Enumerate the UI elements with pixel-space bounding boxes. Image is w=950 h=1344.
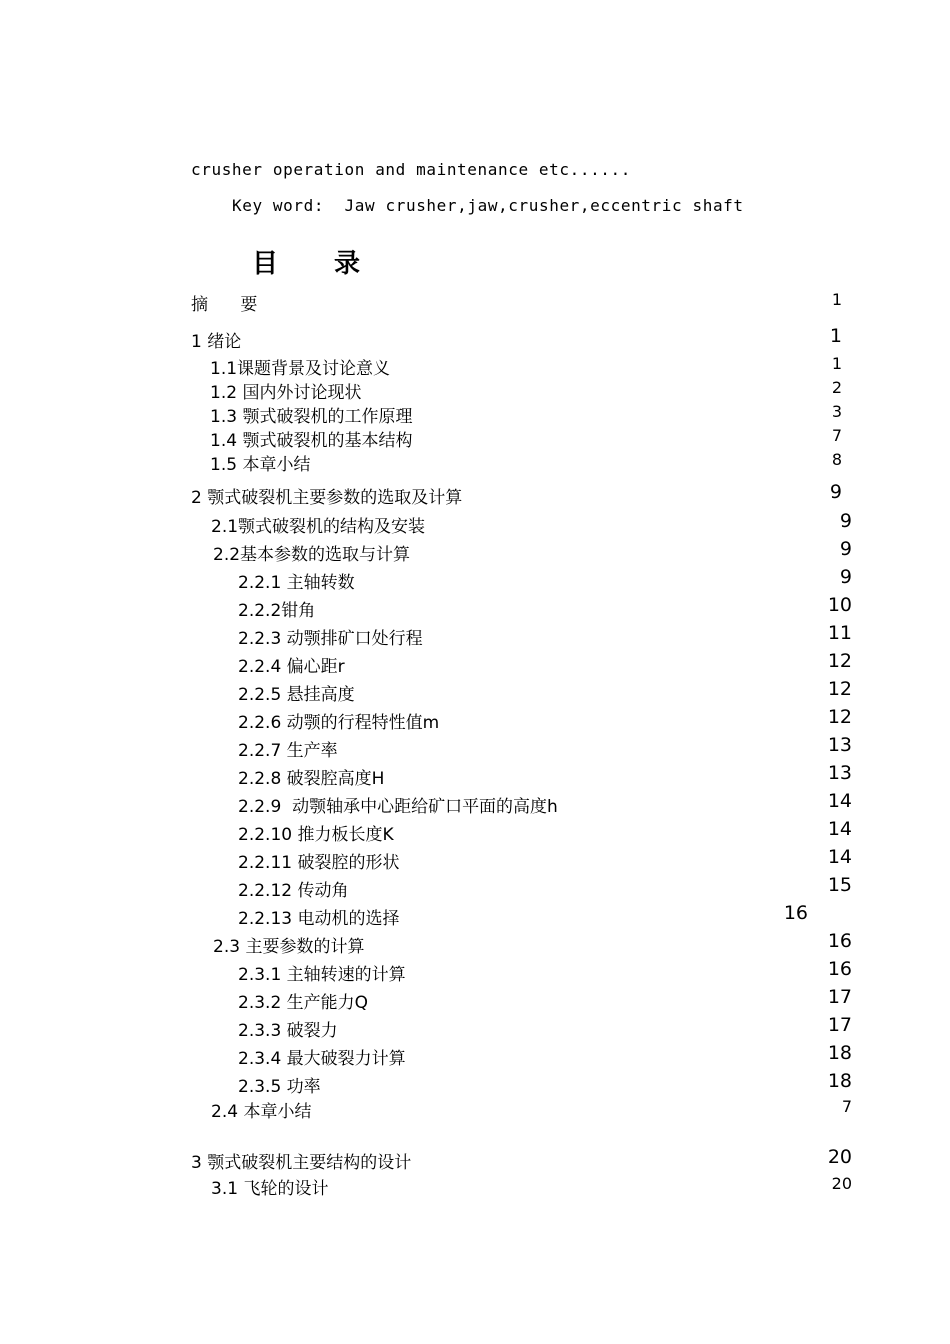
toc-entry[interactable] [0,402,950,426]
toc-entry-page: 12 [827,678,852,700]
toc-entry-text: 2.2.7 生产率 [238,741,338,761]
toc-entry[interactable] [0,1072,950,1096]
toc-entry[interactable] [0,1044,950,1068]
toc-entry-text: 2.2.11 破裂腔的形状 [238,853,400,873]
toc-entry-text: 2.2.13 电动机的选择 [238,909,400,929]
toc-entry-page: 20 [827,1146,852,1168]
toc-entry[interactable] [0,792,950,816]
toc-entry[interactable] [0,596,950,620]
toc-entry[interactable] [0,354,950,378]
toc-title-char-1: 目 [252,249,279,279]
toc-entry[interactable] [0,736,950,760]
toc-entry[interactable] [0,1174,950,1198]
toc-entry-text: 1.4 颚式破裂机的基本结构 [210,431,413,451]
toc-entry-text: 2.2.5 悬挂高度 [238,685,355,705]
toc-entry-text: 2.2.10 推力板长度K [238,825,394,845]
toc-entry-page: 16 [827,958,852,980]
toc-entry[interactable] [0,512,950,536]
toc-entry-text: 摘 要 [191,295,258,315]
abstract-tail: crusher operation and maintenance etc...... [191,160,632,179]
toc-entry-text: 2.3.3 破裂力 [238,1021,338,1041]
toc-entry-text: 2.3.4 最大破裂力计算 [238,1049,406,1069]
toc-entry-page: 11 [827,622,852,644]
toc-entry-page: 17 [827,986,852,1008]
toc-entry[interactable] [0,568,950,592]
toc-entry[interactable] [0,1097,950,1121]
toc-entry-text: 2.2.3 动颚排矿口处行程 [238,629,423,649]
toc-entry-text: 2.1颚式破裂机的结构及安装 [211,517,426,537]
toc-entry-page: 12 [827,650,852,672]
toc-entry-page: 9 [839,566,852,588]
toc-entry-page: 1 [831,290,842,309]
toc-entry-page: 15 [827,874,852,896]
toc-entry-text: 2.2.4 偏心距r [238,657,345,677]
toc-entry[interactable] [0,624,950,648]
toc-entry[interactable] [0,904,950,928]
toc-entry[interactable] [0,450,950,474]
toc-title-char-2: 录 [334,249,361,279]
toc-entry-text: 1 绪论 [191,332,242,352]
toc-entry-page: 18 [827,1042,852,1064]
toc-entry-text: 1.5 本章小结 [210,455,311,475]
toc-entry[interactable] [0,483,950,507]
toc-entry-text: 2.3 主要参数的计算 [213,937,365,957]
toc-entry-text: 2.2基本参数的选取与计算 [213,545,411,565]
toc-entry[interactable] [0,652,950,676]
toc-entry[interactable] [0,708,950,732]
toc-entry[interactable] [0,876,950,900]
toc-entry-text: 3 颚式破裂机主要结构的设计 [191,1153,412,1173]
toc-entry[interactable] [0,932,950,956]
toc-entry-page: 13 [827,734,852,756]
toc-entry-text: 2.2.1 主轴转数 [238,573,355,593]
toc-entry[interactable] [0,848,950,872]
toc-entry-text: 2.2.2钳角 [238,601,316,621]
toc-entry-page: 2 [831,378,842,397]
toc-title [252,243,360,280]
toc-entry-page: 16 [827,930,852,952]
toc-entry-text: 1.3 颚式破裂机的工作原理 [210,407,413,427]
toc-entry-page: 9 [839,510,852,532]
toc-entry-text: 2.2.6 动颚的行程特性值m [238,713,440,733]
toc-entry-text: 2.3.2 生产能力Q [238,993,369,1013]
toc-entry-page: 8 [831,450,842,469]
keywords-line: Key word: Jaw crusher,jaw,crusher,eccentric shaft [232,196,744,215]
toc-entry-text: 2.3.5 功率 [238,1077,321,1097]
toc-entry[interactable] [0,540,950,564]
toc-entry-page: 3 [831,402,842,421]
toc-entry-text: 2.2.8 破裂腔高度H [238,769,385,789]
toc-entry-text: 2.2.9 动颚轴承中心距给矿口平面的高度h [238,797,558,817]
toc-entry-page: 9 [829,481,842,503]
toc-entry-page: 10 [827,594,852,616]
toc-entry-page: 7 [841,1097,852,1116]
toc-entry[interactable] [0,378,950,402]
toc-entry[interactable] [0,764,950,788]
toc-entry[interactable] [0,426,950,450]
toc-entry-page: 14 [827,818,852,840]
toc-entry[interactable] [0,290,950,314]
toc-entry-page: 18 [827,1070,852,1092]
toc-entry-page: 16 [783,902,808,924]
toc-entry-text: 2.4 本章小结 [211,1102,312,1122]
toc-entry[interactable] [0,680,950,704]
toc-entry-page: 1 [829,325,842,347]
toc-entry-page: 9 [839,538,852,560]
toc-entry[interactable] [0,1148,950,1172]
toc-entry[interactable] [0,1016,950,1040]
toc-entry-page: 12 [827,706,852,728]
toc-entry[interactable] [0,988,950,1012]
toc-entry[interactable] [0,820,950,844]
toc-entry-text: 3.1 飞轮的设计 [211,1179,329,1199]
toc-entry-text: 1.1课题背景及讨论意义 [210,359,391,379]
toc-entry[interactable] [0,960,950,984]
toc-entry[interactable] [0,327,950,351]
toc-entry-page: 14 [827,790,852,812]
toc-entry-text: 2 颚式破裂机主要参数的选取及计算 [191,488,463,508]
toc-entry-page: 7 [831,426,842,445]
toc-entry-page: 20 [831,1174,852,1193]
toc-entry-text: 2.2.12 传动角 [238,881,349,901]
toc-entry-page: 14 [827,846,852,868]
toc-entry-text: 2.3.1 主轴转速的计算 [238,965,406,985]
toc-entry-text: 1.2 国内外讨论现状 [210,383,362,403]
toc-entry-page: 13 [827,762,852,784]
toc-entry-page: 1 [831,354,842,373]
toc-entry-page: 17 [827,1014,852,1036]
